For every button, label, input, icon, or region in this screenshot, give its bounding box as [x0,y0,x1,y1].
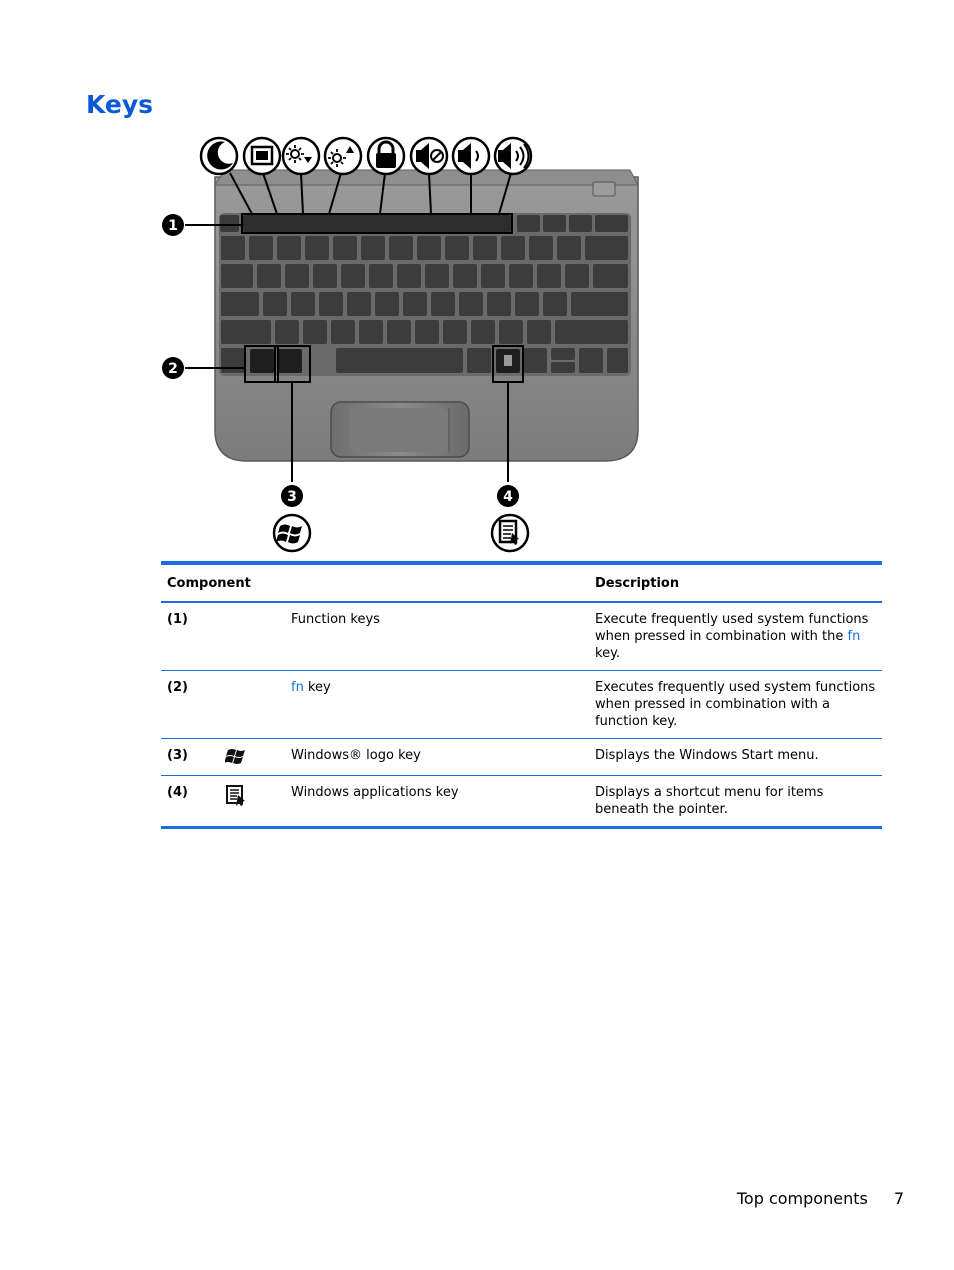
svg-text:1: 1 [168,218,178,234]
keyboard-figure [155,130,655,560]
svg-text:4: 4 [503,489,513,505]
description-text: Execute frequently used system functions when pressed in combination with the [595,612,869,644]
windows-logo-icon [222,747,279,767]
table-row [161,602,882,671]
row-description [589,671,882,739]
table-header [161,563,882,602]
svg-text:3: 3 [287,489,297,505]
brightness-down-icon [283,138,319,174]
fn-link[interactable]: fn [847,629,861,644]
component-text: key [303,680,331,695]
description-text-end: key. [595,646,621,661]
applications-key [496,349,520,373]
brightness-up-icon [325,138,361,174]
header-component: Component [167,576,251,591]
applications-key-icon [222,784,279,806]
touchpad [331,402,469,457]
volume-up-icon [495,138,531,174]
section-heading: Keys [86,90,154,119]
callout-3 [281,485,303,507]
row-number: (1) [167,612,188,627]
row-icon-cell [216,739,285,776]
row-description [589,602,882,671]
page-footer [737,1189,904,1208]
row-icon-cell [216,671,285,739]
row-component: Windows applications key [291,785,459,800]
sleep-icon [201,138,237,174]
svg-text:2: 2 [168,361,178,377]
row-icon-cell [216,776,285,828]
description-text: Executes frequently used system functions when pressed in combination with a function key. [595,680,876,729]
fn-link[interactable]: fn [291,680,304,695]
footer-section: Top components [736,1189,868,1208]
table-row [161,776,882,828]
row-number: (3) [167,748,188,763]
table-row [161,671,882,739]
callout-2 [162,357,184,379]
component-text: Function keys [291,612,380,627]
header-description: Description [595,576,680,591]
display-switch-icon [244,138,280,174]
row-number: (4) [167,785,188,800]
components-table [161,561,882,829]
windows-logo-key [278,349,302,373]
callout-1 [162,214,184,236]
row-component [285,602,589,671]
row-component: Windows® logo key [291,748,421,763]
page-number: 7 [893,1189,904,1208]
lock-icon [368,138,404,174]
mute-icon [411,138,447,174]
callout-4 [497,485,519,507]
windows-logo-icon [274,515,310,551]
fn-key [250,349,274,373]
row-number: (2) [167,680,188,695]
row-description: Displays a shortcut menu for items beneath the pointer. [595,785,824,817]
volume-down-icon [453,138,489,174]
row-description: Displays the Windows Start menu. [595,748,819,763]
row-component [285,671,589,739]
applications-icon [492,515,528,551]
table-row [161,739,882,776]
row-icon-cell [216,602,285,671]
key-grid [220,215,628,373]
